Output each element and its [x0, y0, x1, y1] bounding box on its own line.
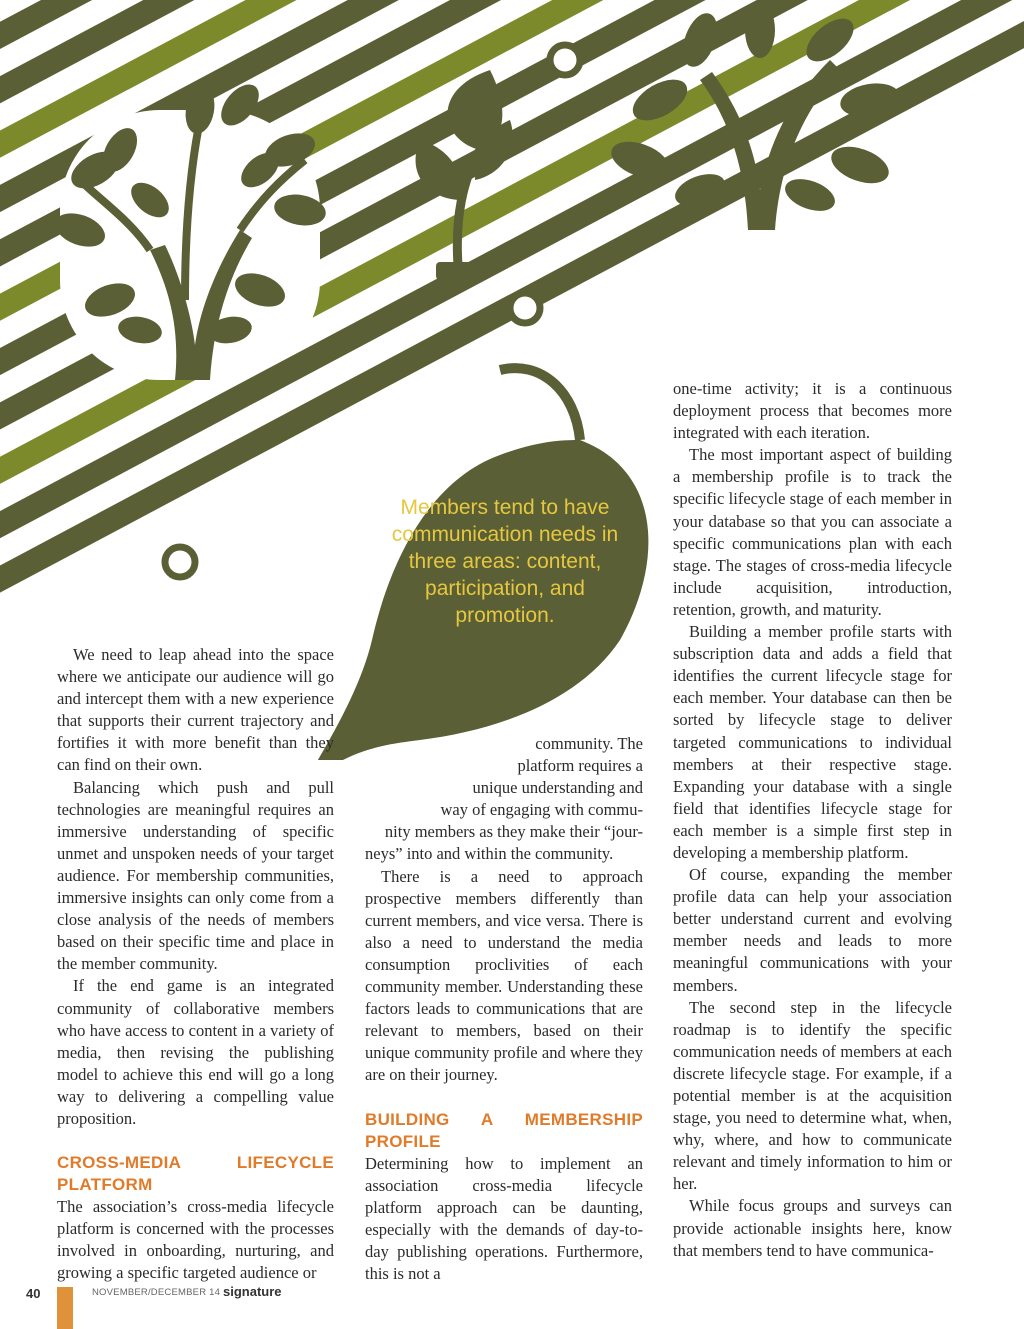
text-line: community. The — [535, 734, 643, 753]
paragraph: There is a need to approach prospective members differently than current members, and vice versa. There is also a need to understand the media consumption proclivities of each community member. Understanding these factors leads to communications that are relevant to members, based on their unique community profile and where they are on their journey. — [365, 866, 643, 1085]
paragraph: If the end game is an integrated community of collaborative members who have access to content in a variety of media, then revising the publishing model to achieve this end will go a long way to delivering a compelling value proposition. — [57, 976, 334, 1128]
paragraph: Building a member profile starts with subscription data and adds a field that identifies the current lifecycle stage for each member. Your database can then be sorted by lifecycle stage to deliver targeted communications to individual members at their respective stage. Expanding your database with a single field that identifies lifecycle stage for each member is a simple first step in developing a membership platform. — [673, 622, 952, 862]
section-heading: BUILDING A MEMBERSHIP PROFILE — [365, 1109, 643, 1151]
text-line: unique understanding and — [472, 778, 643, 798]
column-3 — [673, 378, 952, 1262]
section-heading: CROSS-MEDIA LIFECYCLE PLATFORM — [57, 1153, 334, 1195]
paragraph: We need to leap ahead into the space where we anticipate our audience will go and intercept them with a new experience that supports their current trajectory and fortifies it with more benefit than they can find on their own. — [57, 645, 334, 775]
paragraph: While focus groups and surveys can provide actionable insights here, know that members tend to have communica- — [673, 1196, 952, 1260]
column-1 — [57, 644, 334, 1284]
paragraph: The most important aspect of building a membership profile is to track the specific lifecycle stage of each member in your database so that you can associate a specific communications plan with each stage. The stages of cross-media lifecycle include acquisition, introduction, retention, growth, and maturity. — [673, 445, 952, 619]
paragraph: Determining how to implement an association cross-media lifecycle platform approach can be daunting, especially with the demands of day-to-day publishing operations. Furthermore, this is not a — [365, 1153, 643, 1283]
text-line: platform requires a — [517, 756, 643, 776]
text-line: neys” into and within the community. — [365, 844, 614, 864]
paragraph: The second step in the lifecycle roadmap is to identify the specific communication needs of members at each discrete lifecycle stage. For example, if a potential member is at the acquisition stage, you need to determine what, when, why, where, and how to communicate relevant and timely information to him or her. — [673, 997, 952, 1194]
magazine-name: signature — [223, 1284, 282, 1299]
page-number: 40 — [26, 1286, 41, 1301]
text-line: way of engaging with commu- — [440, 800, 643, 820]
column-2 — [365, 733, 643, 1285]
paragraph: The association’s cross-media lifecycle platform is concerned with the processes involved in onboarding, nurturing, and growing a specific targeted audience or — [57, 1197, 334, 1283]
footer-accent-bar — [57, 1287, 73, 1329]
paragraph: one-time activity; it is a continuous deployment process that becomes more integrated with each iteration. — [673, 379, 952, 443]
issue-date: NOVEMBER/DECEMBER 14 — [92, 1287, 221, 1298]
tree-icon — [50, 78, 328, 380]
text-line: nity members as they make their “jour- — [384, 822, 643, 842]
pull-quote: Members tend to have communication needs in three areas: content, participation, and promotion. — [391, 496, 619, 627]
paragraph: Of course, expanding the member profile data can help your association better understand current and evolving member needs and leads to more meaningful communications with your members. — [673, 865, 952, 995]
paragraph: Balancing which push and pull technologies are meaningful requires an immersive understanding of specific unmet and unspoken needs of your target audience. For membership communities, immersive insights can only come from a close analysis of the needs of members based on their specific time and place in the member community. — [57, 777, 334, 974]
